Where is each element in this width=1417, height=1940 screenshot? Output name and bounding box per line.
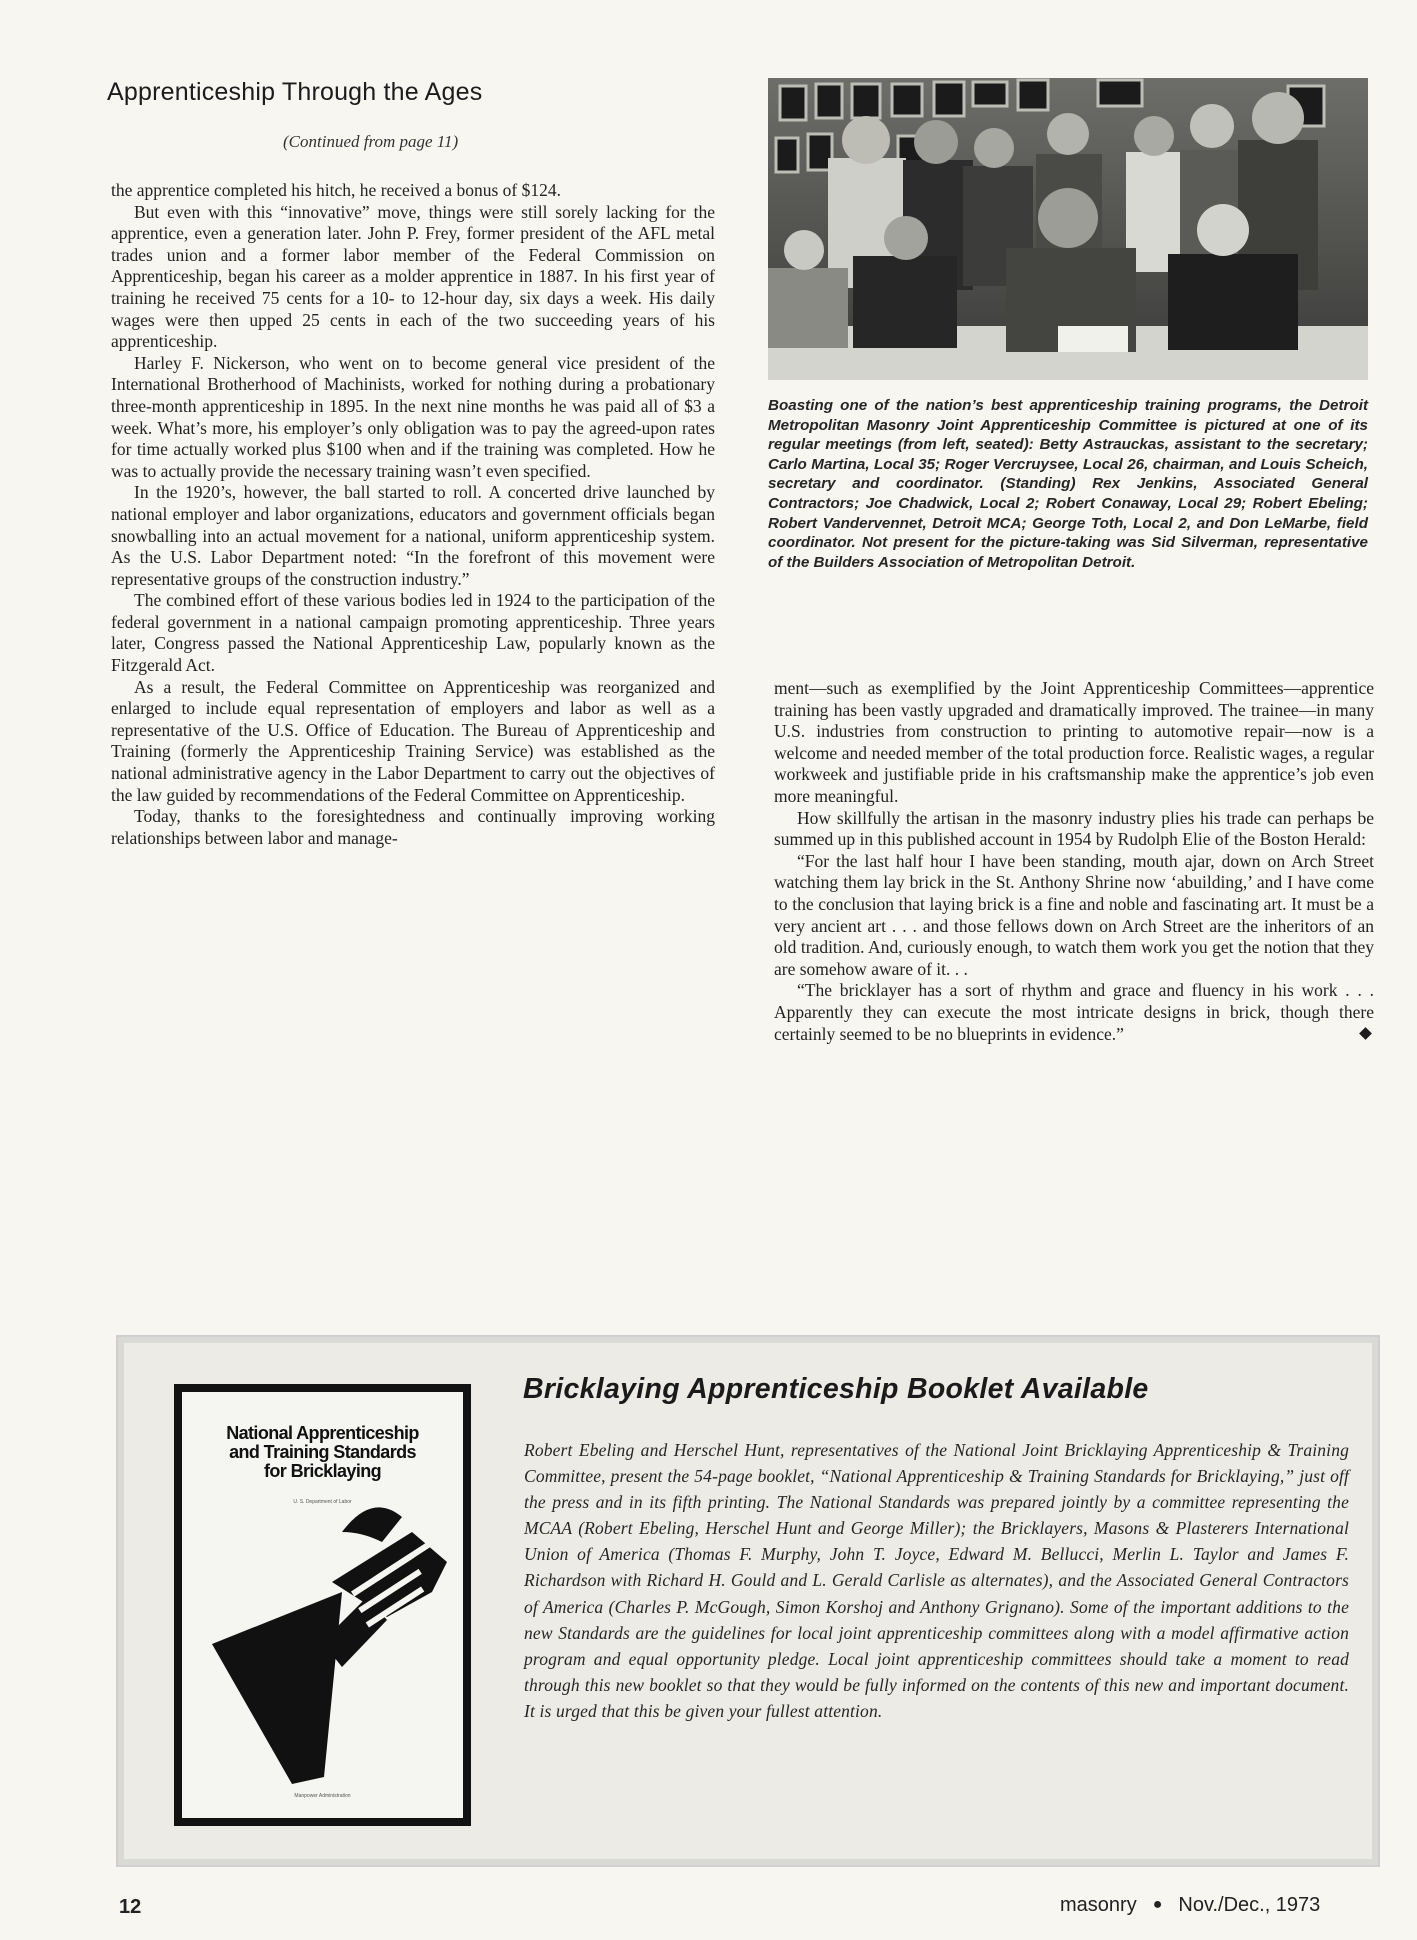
trowel-hand-icon (182, 1392, 463, 1818)
paragraph: the apprentice completed his hitch, he received a bonus of $124. (111, 180, 561, 200)
paragraph: In the 1920’s, however, the ball started to roll. A concerted drive launched by national employer and labor organizations, educators and government officials began snowballing into an actual movement for a national, uniform apprenticeship system. As the U.S. Labor Department noted: “In the forefront of this movement were representative groups of the construction industry.” (111, 482, 715, 589)
left-column (111, 180, 715, 849)
page-number: 12 (119, 1896, 142, 1918)
issue-date: Nov./Dec., 1973 (1178, 1894, 1321, 1916)
bullet-icon: ● (1152, 1896, 1163, 1913)
footer-issue (1060, 1894, 1320, 1917)
paragraph (774, 980, 1374, 1045)
paragraph: How skillfully the artisan in the masonry industry plies his trade can perhaps be summed up in this published account in 1954 by Rudolph Elie of the Boston Herald: (774, 807, 1374, 850)
photo-caption: Boasting one of the nation’s best apprenticeship training programs, the Detroit Metropolitan Masonry Joint Apprenticeship Committee is pictured at one of its regular meetings (from left, seated): Betty Astrauckas, assistant to the secretary; Carlo Martina, Local 35; Roger Vercruysee, Local 26, chairman, and Louis Scheich, secretary and coordinator. (Standing) Rex Jenkins, Associated General Contractors; Joe Chadwick, Local 2; Robert Conaway, Local 29; Robert Ebeling; Robert Vandervennet, Detroit MCA; George Toth, Local 2, and Don LeMarbe, field coordinator. Not present for the picture-taking was Sid Silverman, representative of the Builders Association of Metropolitan Detroit. (768, 397, 1368, 571)
cover-title-line: National Apprenticeship (226, 1423, 419, 1443)
right-column (774, 678, 1374, 1045)
booklet-cover (174, 1384, 471, 1826)
committee-photo (768, 78, 1368, 380)
magazine-name: masonry (1060, 1894, 1137, 1916)
booklet-cover-page (182, 1392, 463, 1818)
paragraph: As a result, the Federal Committee on Apprenticeship was reorganized and enlarged to include equal representation of employers and labor as well as a representative of the U.S. Office of Education. The Bureau of Apprenticeship and Training (formerly the Apprenticeship Training Service) was established as the national administrative agency in the Labor Department to carry out the objectives of the law guided by recommendations of the Federal Committee on Apprenticeship. (111, 676, 715, 805)
paragraph-text: “The bricklayer has a sort of rhythm and grace and fluency in his work . . . Apparently they can execute the most intricate designs in brick, though there certainly seemed to be no blueprints in evidence.” (774, 980, 1374, 1044)
article-title: Apprenticeship Through the Ages (107, 78, 483, 106)
paragraph: The combined effort of these various bodies led in 1924 to the participation of the federal government in a national campaign promoting apprenticeship. Three years later, Congress passed the National Apprenticeship Law, popularly known as the Fitzgerald Act. (111, 590, 715, 676)
paragraph: “For the last half hour I have been standing, mouth ajar, down on Arch Street watching them lay brick in the St. Anthony Shrine now ‘abuilding,’ and I have come to the conclusion that laying brick is a fine and noble and fascinating art. It must be a very ancient art . . . and those fellows down on Arch Street are the inheritors of an old tradition. And, curiously enough, to watch them work you get the notion that they are somehow aware of it. . . (774, 850, 1374, 979)
cover-agency: Manpower Administration (294, 1793, 351, 1799)
cover-title-line: and Training Standards (229, 1442, 416, 1462)
booklet-heading: Bricklaying Apprenticeship Booklet Available (523, 1373, 1149, 1405)
continued-note: (Continued from page 11) (283, 132, 459, 151)
paragraph: Today, thanks to the foresightedness and continually improving working relationships between labor and manage- (111, 806, 715, 848)
cover-department: U. S. Department of Labor (293, 1499, 352, 1505)
booklet-body: Robert Ebeling and Herschel Hunt, representatives of the National Joint Bricklaying Apprenticeship & Training Committee, present the 54-page booklet, “National Apprenticeship & Training Standards for Bricklaying,” just off the press and in its fifth printing. The National Standards was prepared jointly by a committee representing the MCAA (Robert Ebeling, Herschel Hunt and George Miller); the Bricklayers, Masons & Plasterers International Union of America (Thomas F. Murphy, John T. Joyce, Edward M. Bellucci, Merlin L. Taylor and James F. Richardson with Richard H. Gould and L. Gerald Carlisle as alternates), and the Associated General Contractors of America (Charles P. McGough, Simon Korshoj and Anthony Grignano). Some of the important additions to the new Standards are the guidelines for local joint apprenticeship committees along with a model affirmative action program and equal opportunity pledge. Local joint apprenticeship committees should take a moment to read through this new booklet so that they would be fully informed on the contents of this new and important document. It is urged that this be given your fullest attention. (524, 1440, 1349, 1721)
paragraph: ment—such as exemplified by the Joint Apprenticeship Committees—apprentice training has been vastly upgraded and dramatically improved. The trainee—in many U.S. industries from construction to printing to automotive repair—now is a welcome and needed member of the total production force. Realistic wages, a regular workweek and justifiable pride in his craftsmanship make the apprentice’s job even more meaningful. (774, 678, 1374, 806)
paragraph: Harley F. Nickerson, who went on to become general vice president of the International Brotherhood of Machinists, worked for nothing during a probationary three-month apprenticeship in 1895. In the next nine months he was paid all of $3 a week. What’s more, his employer’s only obligation was to pay the agreed-upon rates for time actually worked plus $100 when and if the training was completed. How he was to actually provide the necessary training wasn’t even specified. (111, 352, 715, 481)
committee-photo-art (768, 78, 1368, 380)
cover-title-line: for Bricklaying (263, 1461, 382, 1481)
end-mark-icon (1359, 1027, 1372, 1040)
paragraph: But even with this “innovative” move, things were still sorely lacking for the apprentice, even a generation later. John P. Frey, former president of the AFL metal trades union and a former labor member of the Federal Commission on Apprenticeship, began his career as a molder apprentice in 1887. In his first year of training he received 75 cents for a 10- to 12-hour day, six days a week. His daily wages were then upped 25 cents in each of the two succeeding years of his apprenticeship. (111, 201, 715, 352)
